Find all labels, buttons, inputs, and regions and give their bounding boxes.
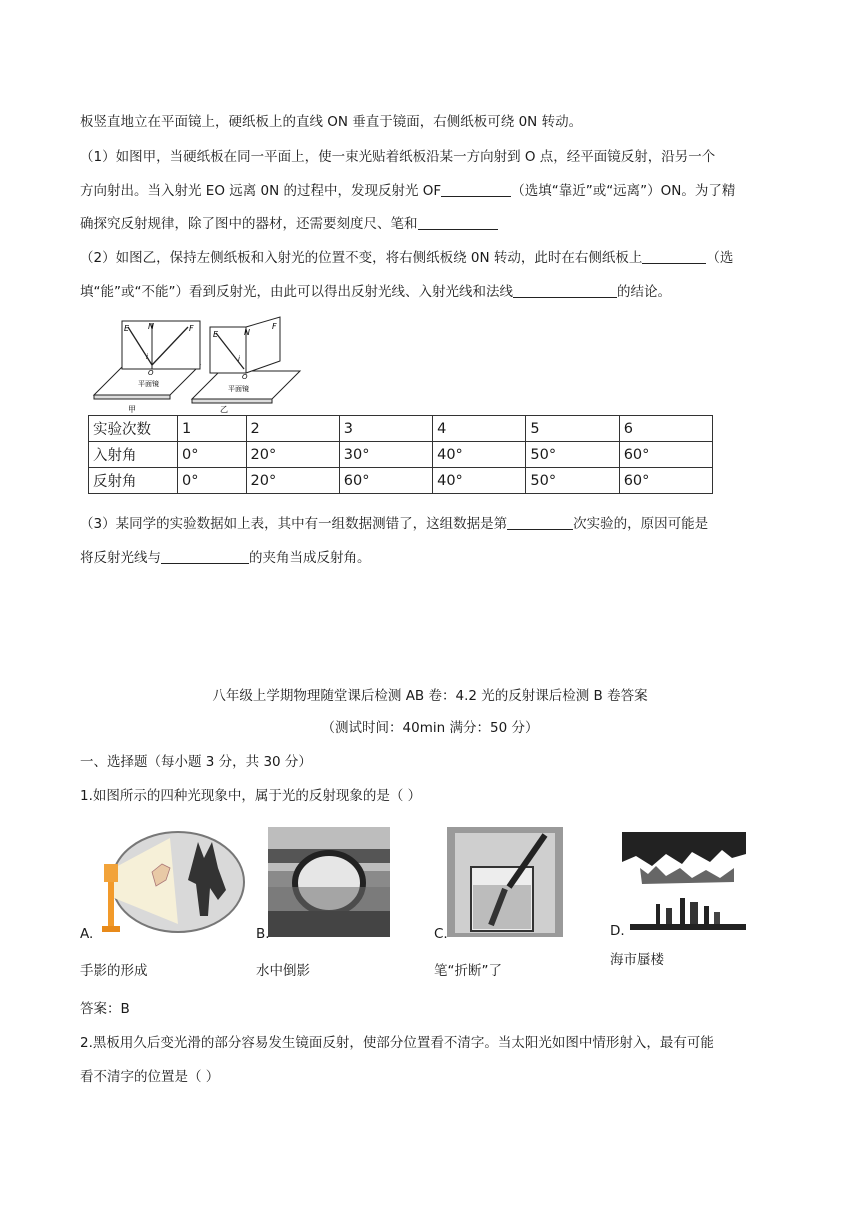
q1-line2-text-b: （选填“靠近”或“远离”）ON。为了精	[511, 183, 736, 199]
q3-line2-text-b: 的夹角当成反射角。	[249, 550, 371, 566]
q2-line1-text-b: （选	[706, 250, 734, 266]
table-cell: 0°	[178, 468, 247, 494]
table-cell: 0°	[178, 442, 247, 468]
hand-shadow-image	[100, 828, 246, 936]
option-b-letter: B.	[256, 926, 270, 942]
experiment-data-table	[88, 415, 713, 494]
table-cell: 60°	[339, 468, 432, 494]
answer-blank	[418, 215, 498, 230]
table-cell: 50°	[526, 442, 619, 468]
table-cell: 40°	[433, 442, 526, 468]
table-cell: 反射角	[89, 468, 178, 494]
q3-line1-text-b: 次实验的，原因可能是	[573, 516, 709, 532]
q3-line2	[80, 548, 371, 568]
answer-blank	[161, 549, 249, 564]
option-c-caption: 笔“折断”了	[434, 963, 502, 979]
table-cell: 6	[619, 416, 712, 442]
pencil-in-water-image	[447, 827, 563, 937]
q3-line1	[80, 514, 708, 534]
table-cell: 40°	[433, 468, 526, 494]
label-n: N	[148, 322, 154, 331]
label-n-yi: N	[244, 328, 250, 337]
question-1: 1.如图所示的四种光现象中，属于光的反射现象的是（ ）	[80, 788, 422, 804]
table-row	[89, 442, 713, 468]
label-o: O	[148, 369, 154, 377]
q2-line1	[80, 248, 733, 268]
table-row	[89, 416, 713, 442]
table-cell: 1	[178, 416, 247, 442]
label-f-yi: F	[272, 322, 277, 331]
q1-line2	[80, 181, 735, 201]
table-cell: 3	[339, 416, 432, 442]
table-cell: 20°	[246, 468, 339, 494]
table-cell: 入射角	[89, 442, 178, 468]
figure-yi-label: 乙	[220, 405, 228, 414]
answer-blank	[513, 283, 617, 298]
label-e-yi: E	[213, 330, 219, 339]
q2-line2-text-b: 的结论。	[616, 284, 671, 300]
table-cell: 4	[433, 416, 526, 442]
q1-line1: （1）如图甲，当硬纸板在同一平面上，使一束光贴着纸板沿某一方向射到 O 点，经平面镜反射，沿另一个	[80, 149, 716, 165]
figure-jia-label: 甲	[128, 405, 136, 414]
mirror-label-yi: 平面镜	[228, 385, 249, 393]
q3-line2-text: 将反射光线与	[80, 550, 161, 566]
option-b-caption: 水中倒影	[256, 963, 310, 979]
q1-line3	[80, 214, 498, 234]
intro-line: 板竖直地立在平面镜上，硬纸板上的直线 ON 垂直于镜面，右侧纸板可绕 0N 转动。	[80, 114, 583, 130]
question-2-line1: 2.黑板用久后变光滑的部分容易发生镜面反射，使部分位置看不清字。当太阳光如图中情形射入，最有可能	[80, 1035, 714, 1051]
mirror-label: 平面镜	[138, 380, 159, 388]
label-o-yi: O	[242, 373, 248, 381]
q2-line2	[80, 282, 671, 302]
label-e: E	[124, 324, 130, 333]
table-cell: 20°	[246, 442, 339, 468]
q1-line3-text: 确探究反射规律，除了图中的器材，还需要刻度尺、笔和	[80, 216, 418, 232]
answer-blank	[441, 182, 511, 197]
table-cell: 30°	[339, 442, 432, 468]
label-i-yi: i	[238, 355, 240, 363]
label-f: F	[189, 324, 194, 333]
mirage-image	[622, 828, 746, 934]
answer-1: 答案：B	[80, 1001, 130, 1017]
answer-blank	[642, 249, 706, 264]
label-i: i	[146, 353, 148, 361]
question-2-line2: 看不清字的位置是（ ）	[80, 1069, 220, 1085]
q1-line2-text: 方向射出。当入射光 EO 远离 0N 的过程中，发现反射光 OF	[80, 183, 442, 199]
table-cell: 60°	[619, 468, 712, 494]
answer-title: 八年级上学期物理随堂课后检测 AB 卷：4.2 光的反射课后检测 B 卷答案	[212, 688, 648, 704]
section-heading: 一、选择题（每小题 3 分，共 30 分）	[80, 754, 312, 770]
table-cell: 2	[246, 416, 339, 442]
option-a-letter: A.	[80, 926, 94, 942]
option-c-letter: C.	[434, 926, 448, 942]
option-a-caption: 手影的形成	[80, 963, 148, 979]
q2-line2-text: 填“能”或“不能”）看到反射光，由此可以得出反射光线、入射光线和法线	[80, 284, 513, 300]
table-row	[89, 468, 713, 494]
q2-line1-text: （2）如图乙，保持左侧纸板和入射光的位置不变，将右侧纸板绕 0N 转动，此时在右侧纸板上	[80, 250, 643, 266]
bridge-reflection-image	[268, 827, 390, 937]
table-cell: 60°	[619, 442, 712, 468]
q3-line1-text: （3）某同学的实验数据如上表，其中有一组数据测错了，这组数据是第	[80, 516, 508, 532]
table-cell: 实验次数	[89, 416, 178, 442]
table-cell: 5	[526, 416, 619, 442]
table-cell: 50°	[526, 468, 619, 494]
reflection-apparatus-figure	[88, 315, 318, 415]
answer-subtitle: （测试时间：40min 满分：50 分）	[321, 720, 539, 736]
option-d-caption: 海市蜃楼	[610, 952, 664, 968]
answer-blank	[507, 515, 573, 530]
option-d-letter: D.	[610, 923, 625, 939]
